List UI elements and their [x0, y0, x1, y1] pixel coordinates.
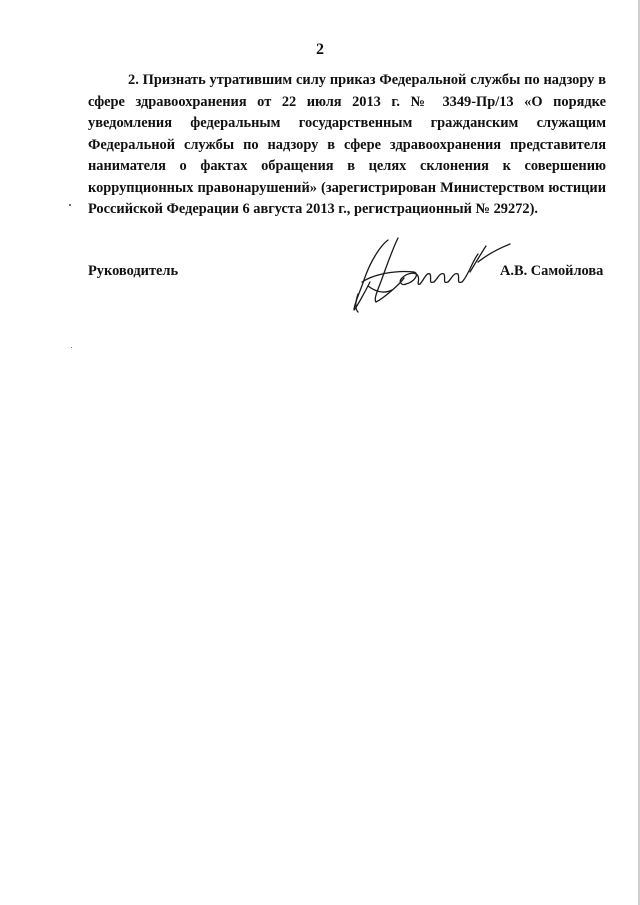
scan-speck	[69, 204, 71, 206]
handwritten-signature	[340, 232, 515, 317]
paragraph-line: 2. Признать утратившим силу приказ Федеральной службы по надзору в	[128, 72, 606, 88]
page-number: 2	[316, 41, 324, 58]
body-paragraph	[88, 70, 606, 221]
paragraph-line: уведомления федеральным государственным гражданским служащим	[88, 115, 606, 131]
signer-name: А.В. Самойлова	[500, 263, 604, 279]
paragraph-line: коррупционных правонарушений» (зарегистрирован Министерством юстиции	[88, 179, 606, 196]
scan-speck	[71, 347, 72, 348]
signer-position: Руководитель	[88, 263, 179, 279]
paragraph-line: Российской Федерации 6 августа 2013 г., регистрационный № 29272).	[88, 201, 538, 217]
paragraph-line: нанимателя о фактах обращения в целях склонения к совершению	[88, 158, 606, 174]
paragraph-line: Федеральной службы по надзору в сфере здравоохранения представителя	[88, 136, 606, 153]
paragraph-line: сфере здравоохранения от 22 июля 2013 г. № 3349-Пр/13 «О порядке	[88, 93, 606, 110]
